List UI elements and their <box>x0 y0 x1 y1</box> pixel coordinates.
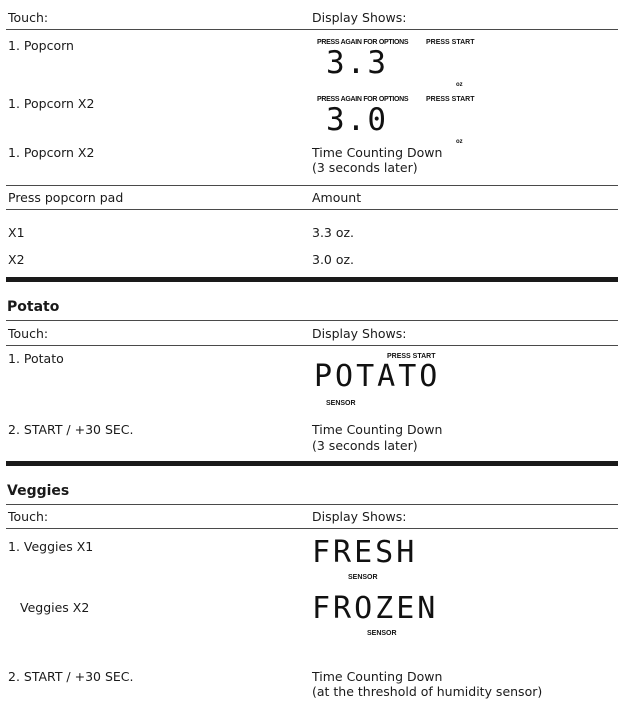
lcd-press-again-label: PRESS AGAIN FOR OPTIONS <box>317 39 409 46</box>
veggies-row2-touch: Veggies X2 <box>20 600 90 615</box>
section-divider <box>6 277 618 282</box>
popcorn-row3-display-line1: Time Counting Down <box>312 145 443 160</box>
lcd-sensor-label: SENSOR <box>348 574 378 581</box>
lcd-oz-label: oz <box>456 82 463 88</box>
amount-table-amount-header: Amount <box>312 190 362 205</box>
veggies-row1-touch: 1. Veggies X1 <box>8 539 94 554</box>
lcd-press-start-label: PRESS START <box>387 353 436 360</box>
potato-row2-touch: 2. START / +30 SEC. <box>8 422 134 437</box>
amount-row2-pad: X2 <box>8 252 25 267</box>
popcorn-row3-display-line2: (3 seconds later) <box>312 160 418 175</box>
veggies-display-header: Display Shows: <box>312 509 407 524</box>
lcd-display-popcorn-x2: 3.0 <box>326 102 388 138</box>
section-divider <box>6 461 618 466</box>
lcd-oz-label: oz <box>456 139 463 145</box>
lcd-display-popcorn-x1: 3.3 <box>326 45 388 81</box>
amount-row1-pad: X1 <box>8 225 25 240</box>
lcd-sensor-label: SENSOR <box>326 400 356 407</box>
potato-section-title: Potato <box>7 299 60 315</box>
popcorn-touch-header: Touch: <box>8 10 49 25</box>
divider <box>6 504 618 505</box>
veggies-touch-header: Touch: <box>8 509 49 524</box>
popcorn-row1-touch: 1. Popcorn <box>8 38 74 53</box>
lcd-display-fresh: FRESH <box>312 535 418 570</box>
lcd-press-start-label: PRESS START <box>426 39 475 46</box>
popcorn-display-header: Display Shows: <box>312 10 407 25</box>
amount-row2-amount: 3.0 oz. <box>312 252 355 267</box>
veggies-section-title: Veggies <box>7 483 70 499</box>
lcd-display-potato: POTATO <box>314 359 441 394</box>
potato-display-header: Display Shows: <box>312 326 407 341</box>
divider <box>6 528 618 529</box>
potato-row2-display-line1: Time Counting Down <box>312 422 443 437</box>
veggies-row3-touch: 2. START / +30 SEC. <box>8 669 134 684</box>
divider <box>6 345 618 346</box>
potato-touch-header: Touch: <box>8 326 49 341</box>
potato-row2-display-line2: (3 seconds later) <box>312 438 418 453</box>
lcd-sensor-label: SENSOR <box>367 630 397 637</box>
lcd-press-again-label: PRESS AGAIN FOR OPTIONS <box>317 96 409 103</box>
amount-row1-amount: 3.3 oz. <box>312 225 355 240</box>
popcorn-row3-touch: 1. Popcorn X2 <box>8 145 95 160</box>
divider <box>6 209 618 210</box>
divider <box>6 185 618 186</box>
amount-table-pad-header: Press popcorn pad <box>8 190 124 205</box>
divider <box>6 29 618 30</box>
potato-row1-touch: 1. Potato <box>8 351 64 366</box>
popcorn-row2-touch: 1. Popcorn X2 <box>8 96 95 111</box>
lcd-press-start-label: PRESS START <box>426 96 475 103</box>
veggies-row3-display-line2: (at the threshold of humidity sensor) <box>312 684 543 699</box>
divider <box>6 320 618 321</box>
veggies-row3-display-line1: Time Counting Down <box>312 669 443 684</box>
lcd-display-frozen: FROZEN <box>312 591 439 626</box>
